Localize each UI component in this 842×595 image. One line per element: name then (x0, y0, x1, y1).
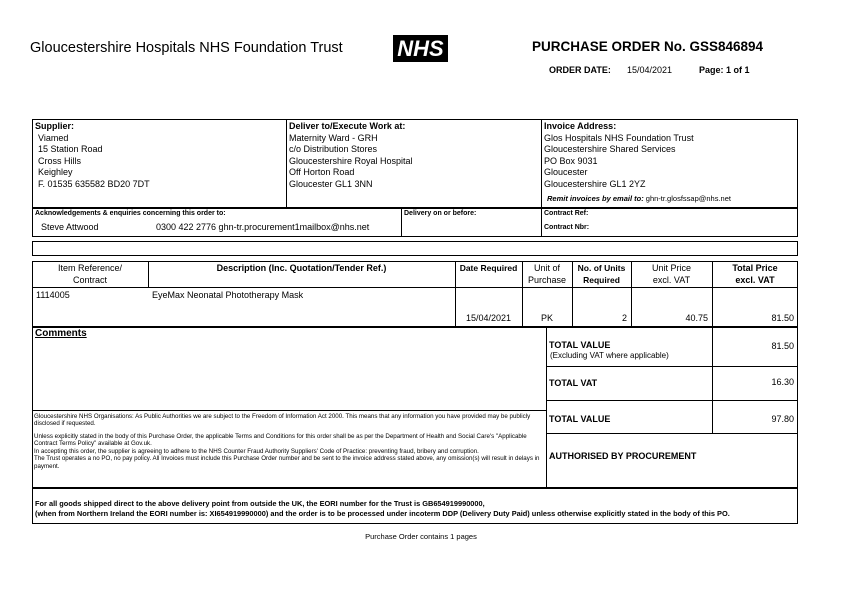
invoice-block (544, 121, 694, 190)
invoice-line: PO Box 9031 (544, 155, 598, 166)
total-value: 81.50 (771, 341, 794, 351)
terms-notice (34, 433, 542, 470)
row-item-ref: 1114005 (36, 290, 70, 300)
total-value-label: TOTAL VALUE (549, 340, 611, 350)
order-date-label: ORDER DATE: (549, 65, 611, 75)
excl-vat-note: (Excluding VAT where applicable) (550, 351, 669, 360)
terms-text: The Trust operates a no PO, no pay policy. All Invoices must include this Purchase Order number and be sent to the invoice address stated above, any omission(s) will result in delays in payment. (34, 455, 540, 470)
header-text: excl. VAT (735, 274, 775, 285)
grand-total-label: TOTAL VALUE (549, 414, 611, 424)
remit-email: ghn-tr.glosfssap@nhs.net (645, 194, 731, 203)
authorised-label: AUTHORISED BY PROCUREMENT (549, 451, 697, 461)
comments-label: Comments (35, 328, 87, 339)
deliver-line: Gloucester GL1 3NN (289, 178, 373, 189)
col-total-price (712, 263, 798, 286)
supplier-line: Viamed (38, 132, 69, 143)
row-date-required: 15/04/2021 (465, 313, 512, 323)
po-title: PURCHASE ORDER No. GSS846894 (532, 39, 764, 54)
eori-line: (when from Northern Ireland the EORI number is: XI654919990000) and the order is to be processed under incoterm DDP (Delivery Duty Paid) unless otherwise explicitly stated in the body of this PO. (35, 509, 730, 518)
col-description: Description (Inc. Quotation/Tender Ref.) (216, 263, 387, 273)
order-date: 15/04/2021 (627, 65, 673, 75)
row-unit: PK (540, 313, 553, 323)
row-total-price: 81.50 (771, 313, 794, 323)
deliver-line: Gloucestershire Royal Hospital (289, 155, 413, 166)
header-text: Unit Price (651, 263, 691, 273)
supplier-line: Cross Hills (38, 155, 82, 166)
header-text: Item Reference/ (57, 263, 123, 273)
supplier-line: 15 Station Road (38, 144, 103, 154)
deliver-label: Deliver to/Execute Work at: (289, 121, 406, 131)
supplier-block (35, 121, 150, 190)
page-number: Page: 1 of 1 (699, 65, 750, 75)
header-text: excl. VAT (652, 274, 691, 285)
invoice-line: Gloucester (544, 167, 588, 177)
invoice-line: Glos Hospitals NHS Foundation Trust (544, 132, 694, 143)
deliver-line: Maternity Ward - GRH (289, 132, 378, 143)
remit-label: Remit invoices by email to: (547, 194, 644, 203)
eori-notice (35, 499, 730, 519)
supplier-label: Supplier: (35, 121, 75, 131)
contact-details: 0300 422 2776 ghn-tr.procurement1mailbox@nhs.net (156, 222, 370, 232)
header-text: No. of Units (577, 263, 626, 273)
col-unit-price (631, 263, 712, 286)
col-date-required: Date Required (459, 263, 518, 273)
invoice-line: Gloucestershire Shared Services (544, 144, 676, 154)
supplier-line: Keighley (38, 167, 73, 177)
deliver-line: Off Horton Road (289, 167, 355, 177)
terms-text: In accepting this order, the supplier is agreeing to adhere to the NHS Counter Fraud Authority Suppliers' Code of Practice: preventing fraud, bribery and corruption. (34, 447, 479, 455)
deliver-block (289, 121, 413, 190)
header-text: Purchase (527, 274, 567, 285)
supplier-line: F. 01535 635582 BD20 7DT (38, 178, 150, 189)
invoice-label: Invoice Address: (544, 121, 617, 131)
contract-nbr-label: Contract Nbr: (544, 224, 590, 231)
deliver-line: c/o Distribution Stores (289, 144, 378, 154)
terms-text: Unless explicitly stated in the body of this Purchase Order, the applicable Terms and Conditions for this order shall be as per the Department of Health and Social Care's "Applicable Contract Terms Policy" available at Gov.uk. (34, 433, 527, 448)
header-text: Contract (72, 274, 107, 285)
delivery-label: Delivery on or before: (404, 210, 477, 217)
contact-name: Steve Attwood (41, 222, 99, 232)
col-unit (522, 263, 572, 286)
nhs-logo: NHS (393, 35, 448, 62)
pages-note: Purchase Order contains 1 pages (365, 532, 477, 541)
org-name: Gloucestershire Hospitals NHS Foundation Trust (30, 40, 343, 56)
header-text: Unit of (533, 263, 560, 273)
eori-line: For all goods shipped direct to the above delivery point from outside the UK, the EORI number for the Trust is GB654919990000, (35, 499, 485, 508)
col-qty (572, 263, 631, 286)
col-item-ref (32, 263, 148, 286)
header-text: Required (583, 274, 620, 285)
row-unit-price: 40.75 (685, 313, 708, 323)
remit-line (547, 194, 731, 203)
total-vat-label: TOTAL VAT (549, 378, 598, 388)
header-text: Total Price (732, 263, 778, 273)
spacer-bar (32, 241, 798, 256)
ack-label: Acknowledgements & enquiries concerning this order to: (35, 210, 226, 217)
invoice-line: Gloucestershire GL1 2YZ (544, 178, 646, 189)
foi-notice: Gloucestershire NHS Organisations: As Public Authorities we are subject to the Freedom of Information Act 2000. This means that any information you have provided may be publicly disclosed if requested. (34, 413, 531, 428)
row-description: EyeMax Neonatal Phototherapy Mask (152, 290, 304, 300)
contract-ref-label: Contract Ref: (544, 210, 589, 217)
row-qty: 2 (621, 313, 627, 323)
grand-total: 97.80 (771, 414, 794, 424)
total-vat: 16.30 (771, 377, 794, 387)
